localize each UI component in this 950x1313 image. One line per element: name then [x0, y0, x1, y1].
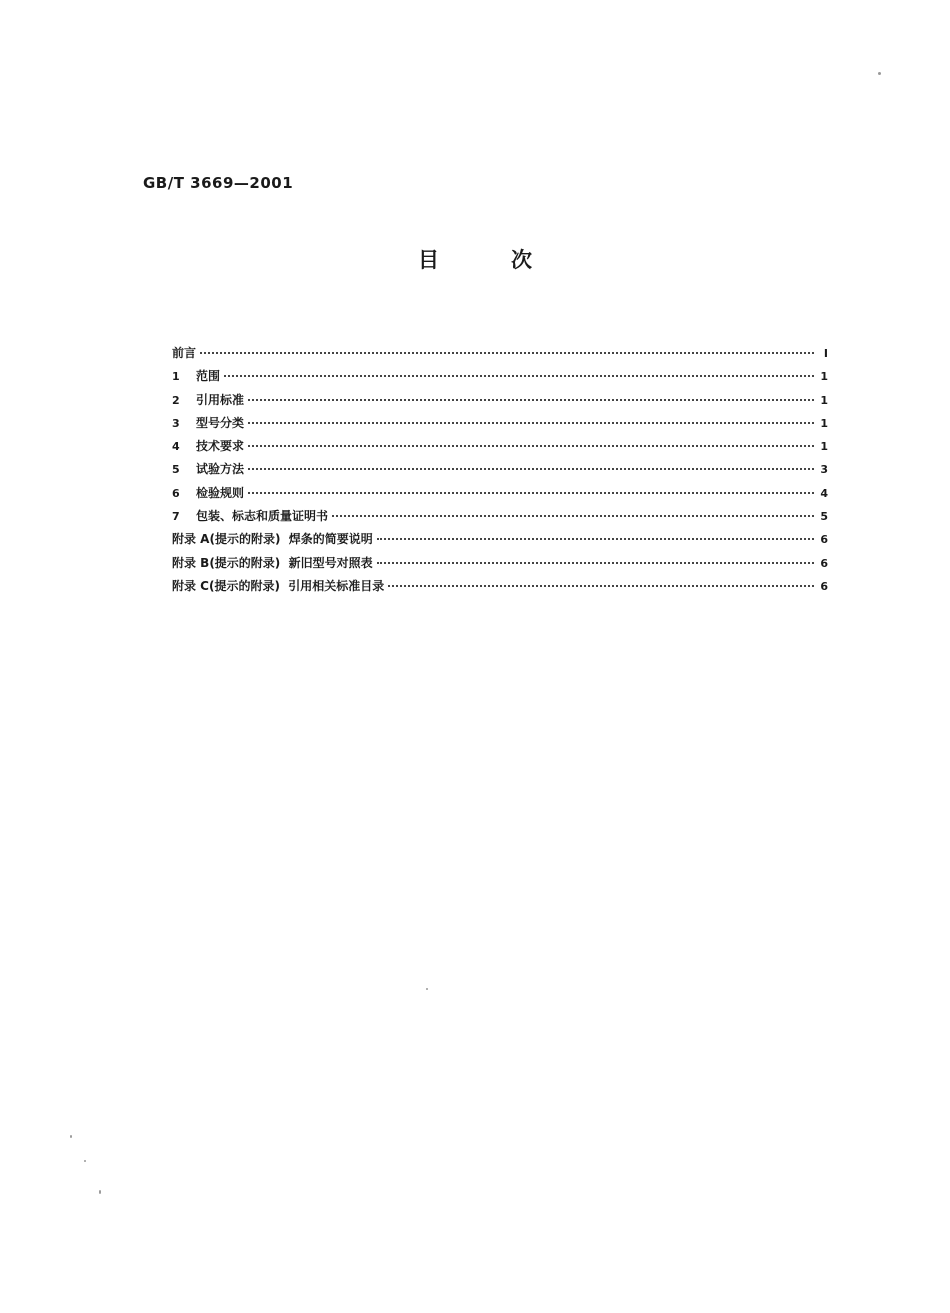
- toc-leader-dots: [388, 585, 814, 587]
- toc-entry-page: 1: [820, 416, 828, 430]
- toc-entry-1[interactable]: [172, 367, 828, 390]
- toc-leader-dots: [248, 492, 814, 494]
- scan-speck: [70, 1135, 72, 1138]
- table-of-contents: [172, 344, 828, 600]
- toc-entry-page: 1: [820, 440, 828, 454]
- toc-entry-label: 技术要求: [196, 439, 245, 454]
- toc-entry-number: 3: [172, 416, 180, 430]
- toc-entry-page: 1: [820, 370, 828, 384]
- toc-entry-label: 包装、标志和质量证明书: [196, 509, 329, 524]
- toc-leader-dots: [248, 445, 814, 447]
- toc-entry-label: 附录 B(提示的附录) 新旧型号对照表: [172, 555, 373, 570]
- toc-entry-page: 1: [820, 393, 828, 407]
- scan-speck: [878, 72, 881, 75]
- toc-title-char-1: 目: [418, 248, 439, 272]
- toc-entry-label: 检验规则: [196, 485, 245, 500]
- toc-entry-number: 2: [172, 393, 180, 407]
- toc-entry-page: 3: [820, 463, 828, 477]
- toc-entry-4[interactable]: [172, 437, 828, 460]
- toc-entry-number: 7: [172, 510, 180, 524]
- toc-entry-page: 6: [820, 533, 828, 547]
- toc-entry-appendix-b[interactable]: [172, 554, 828, 577]
- toc-entry-label: 试验方法: [196, 462, 245, 477]
- toc-entry-label: 附录 A(提示的附录) 焊条的简要说明: [172, 532, 373, 547]
- toc-entry-page: 5: [820, 510, 828, 524]
- toc-entry-7[interactable]: [172, 507, 828, 530]
- toc-entry-label: 前言: [172, 346, 197, 360]
- toc-title: [0, 244, 950, 274]
- toc-entry-6[interactable]: [172, 484, 828, 507]
- toc-entry-number: 4: [172, 440, 180, 454]
- toc-entry-page: 4: [820, 486, 828, 500]
- toc-entry-3[interactable]: [172, 414, 828, 437]
- toc-leader-dots: [332, 515, 814, 517]
- scan-speck: [84, 1160, 86, 1162]
- toc-leader-dots: [377, 538, 814, 540]
- toc-entry-label: 型号分类: [196, 415, 245, 430]
- toc-leader-dots: [248, 422, 814, 424]
- toc-leader-dots: [224, 375, 814, 377]
- toc-entry-preface[interactable]: [172, 344, 828, 367]
- toc-leader-dots: [248, 399, 814, 401]
- toc-leader-dots: [248, 468, 814, 470]
- toc-entry-page: I: [823, 347, 828, 360]
- toc-entry-label: 引用标准: [196, 392, 245, 407]
- toc-title-char-2: 次: [511, 248, 532, 272]
- toc-entry-label: 范围: [196, 369, 221, 384]
- toc-entry-2[interactable]: [172, 391, 828, 414]
- scan-speck: [99, 1190, 101, 1194]
- scan-speck: [426, 988, 428, 990]
- toc-leader-dots: [200, 352, 814, 354]
- toc-entry-appendix-c[interactable]: [172, 577, 828, 600]
- toc-entry-number: 5: [172, 463, 180, 477]
- toc-leader-dots: [377, 562, 814, 564]
- toc-entry-number: 1: [172, 370, 180, 384]
- standard-code: GB/T 3669—2001: [143, 174, 294, 192]
- toc-entry-5[interactable]: [172, 460, 828, 483]
- toc-entry-page: 6: [820, 579, 828, 593]
- toc-entry-number: 6: [172, 486, 180, 500]
- toc-entry-appendix-a[interactable]: [172, 530, 828, 553]
- toc-entry-page: 6: [820, 556, 828, 570]
- toc-entry-label: 附录 C(提示的附录) 引用相关标准目录: [172, 578, 385, 593]
